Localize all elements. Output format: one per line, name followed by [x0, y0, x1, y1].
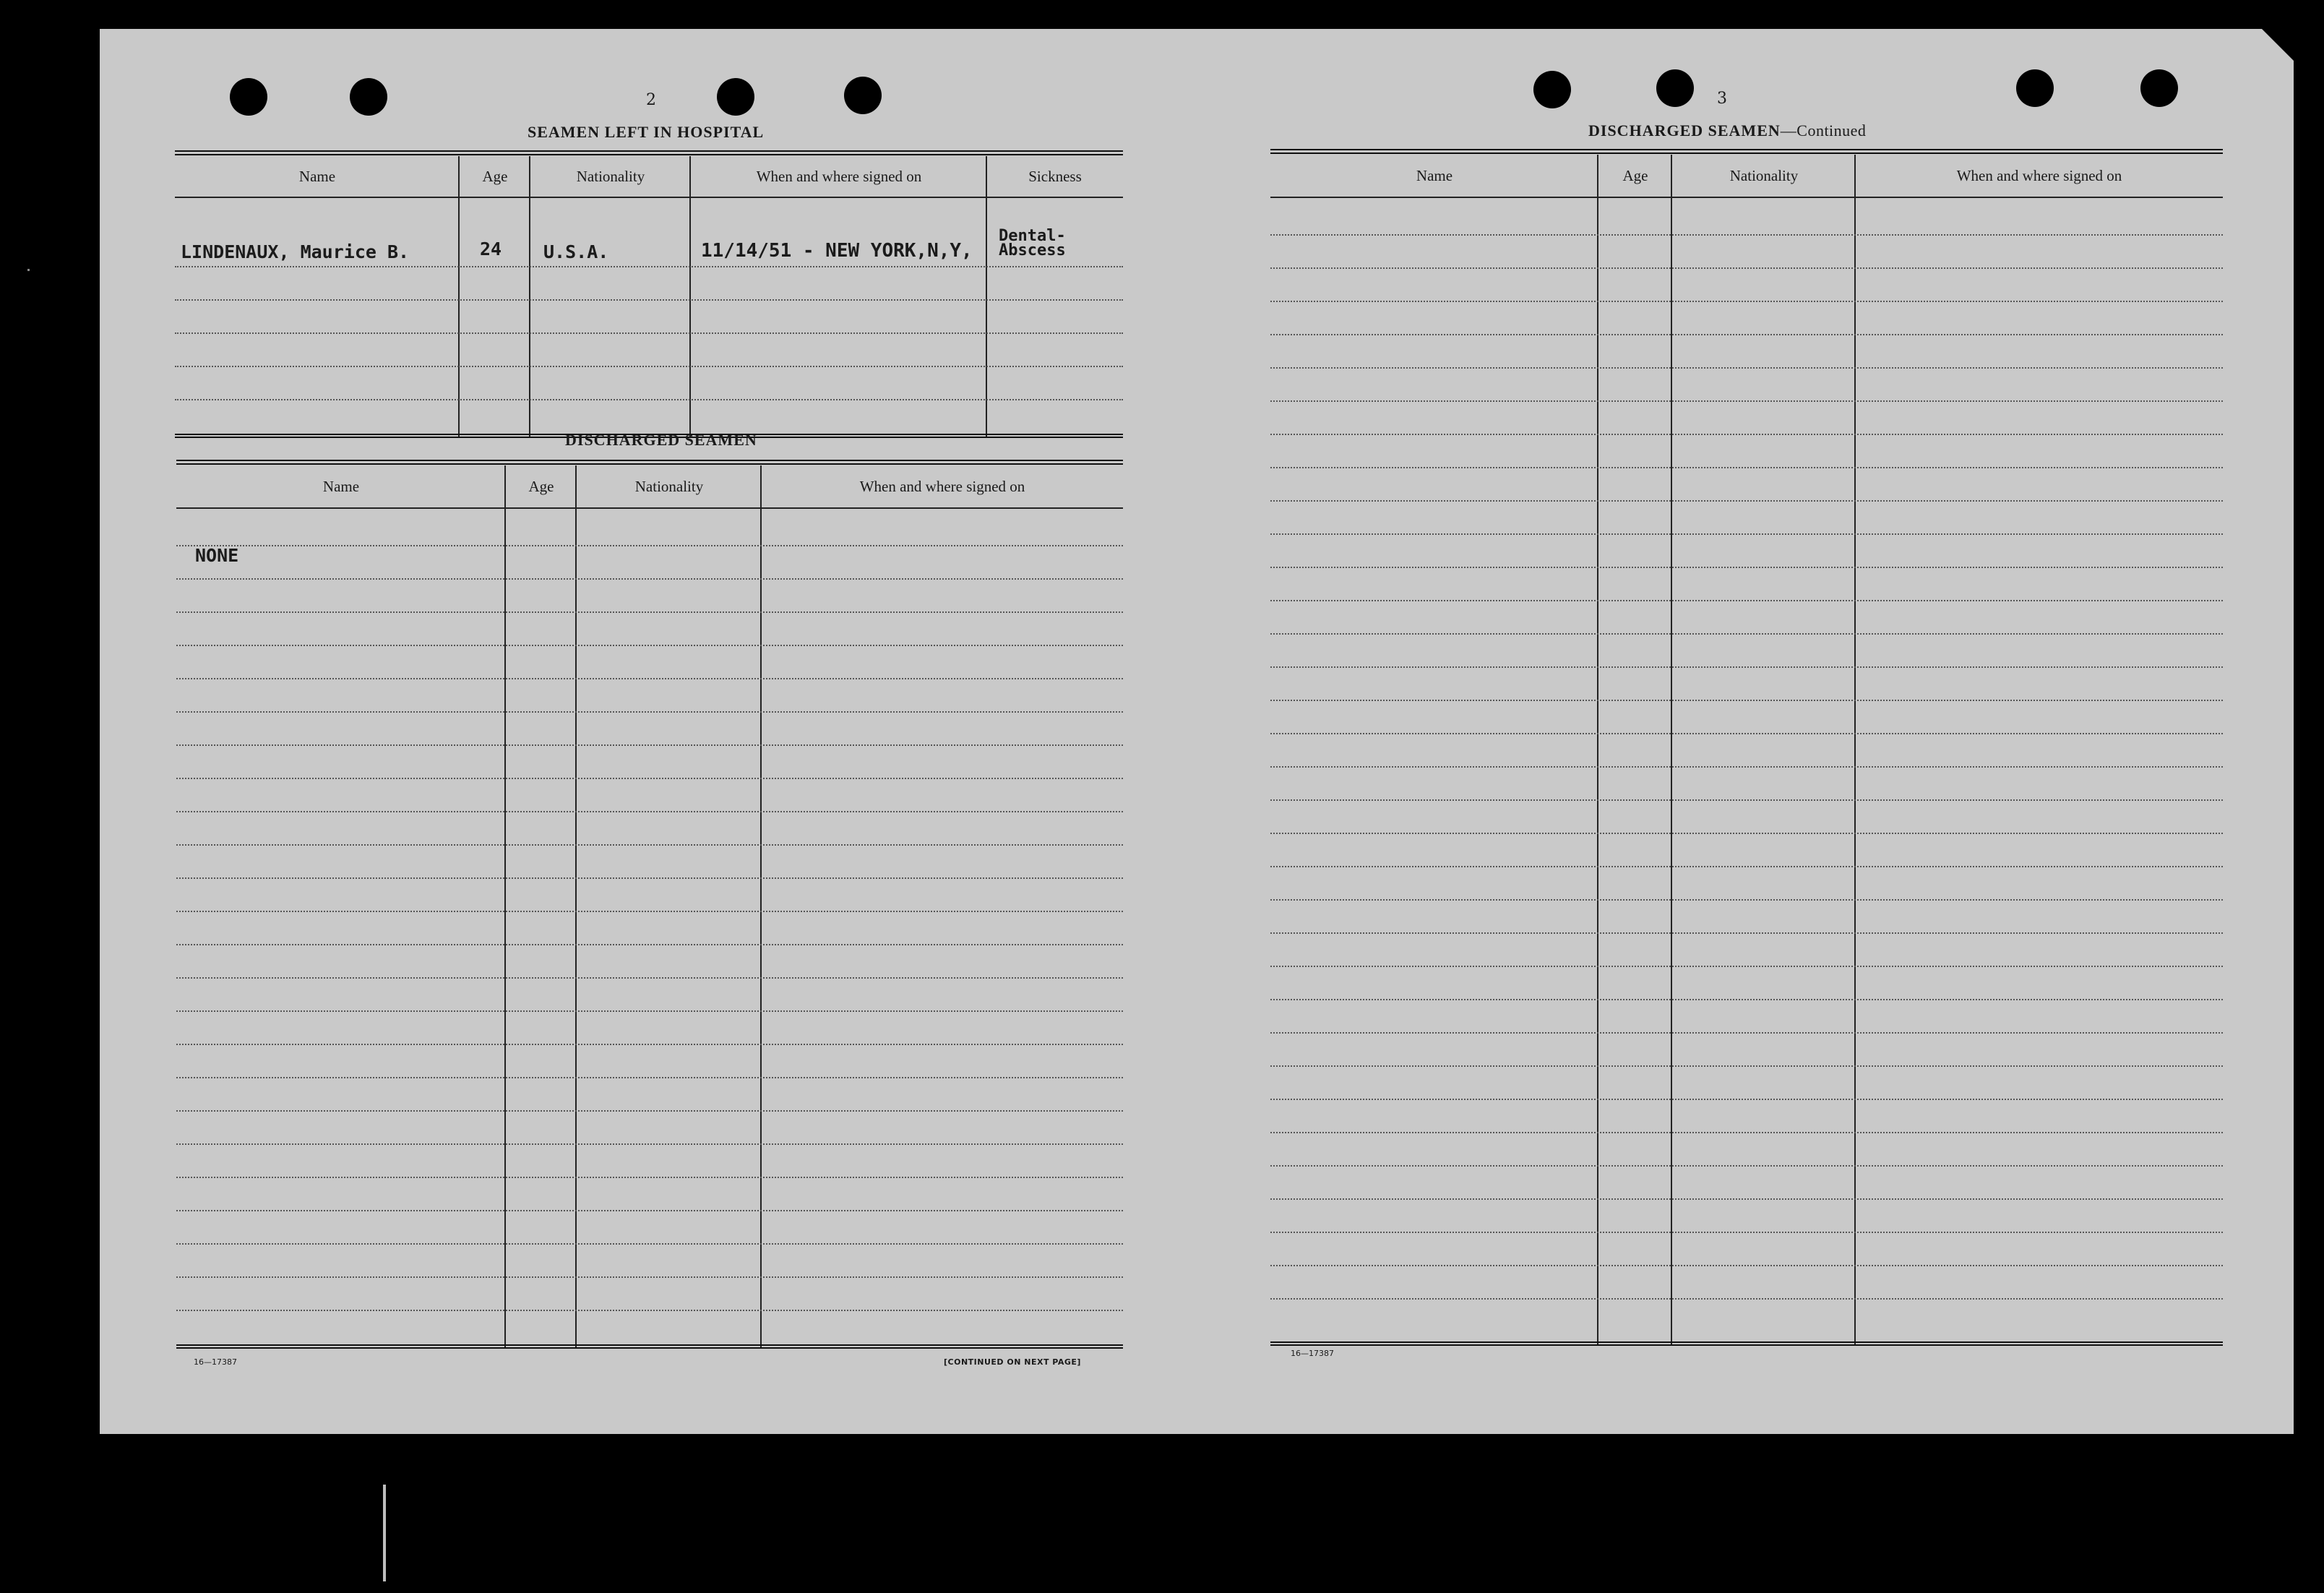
row-line	[1270, 700, 2223, 701]
discharged-continued-title	[1588, 121, 1866, 140]
hospital-entry-signed-on: 11/14/51 - NEW YORK,N,Y,	[701, 240, 973, 262]
row-line	[1270, 434, 2223, 435]
row-line	[176, 578, 1123, 580]
row-line	[1270, 1165, 2223, 1167]
table-header	[175, 156, 1123, 198]
table-header	[1270, 155, 2223, 198]
row-line	[176, 911, 1123, 912]
column-divider	[458, 156, 460, 438]
row-line	[176, 1310, 1123, 1311]
section-title-suffix: —Continued	[1780, 121, 1867, 139]
row-line	[176, 877, 1123, 879]
column-divider	[529, 156, 530, 438]
hospital-entry-age: 24	[480, 239, 502, 259]
discharged-table	[176, 460, 1123, 1350]
scan-artifact	[383, 1485, 386, 1581]
column-divider	[760, 465, 762, 1349]
column-divider	[575, 465, 577, 1349]
row-line	[1270, 833, 2223, 834]
row-line	[175, 366, 1123, 367]
row-line	[1270, 733, 2223, 734]
header-name: Name	[322, 477, 360, 495]
row-line	[176, 778, 1123, 779]
hospital-table	[175, 150, 1123, 439]
row-line	[176, 1077, 1123, 1078]
row-line	[1270, 1065, 2223, 1067]
row-line	[1270, 400, 2223, 402]
header-age: Age	[528, 477, 554, 495]
form-number: 16—17387	[1291, 1349, 1334, 1358]
row-line	[1270, 467, 2223, 468]
row-line	[1270, 932, 2223, 934]
row-line	[175, 399, 1123, 400]
row-line	[1270, 766, 2223, 768]
header-sickness: Sickness	[1028, 167, 1082, 185]
row-line	[176, 1110, 1123, 1112]
row-line	[175, 332, 1123, 334]
row-line	[1270, 1099, 2223, 1100]
row-line	[176, 1010, 1123, 1012]
row-line	[1270, 1298, 2223, 1300]
header-name: Name	[1416, 166, 1453, 184]
header-signed-on: When and where signed on	[1956, 166, 2122, 184]
row-line	[1270, 301, 2223, 302]
row-line	[176, 611, 1123, 613]
row-line	[1270, 567, 2223, 568]
row-line	[1270, 1198, 2223, 1200]
row-line	[176, 645, 1123, 646]
table-top-rule	[175, 150, 1123, 155]
header-age: Age	[482, 167, 508, 185]
scan-artifact	[27, 269, 30, 271]
row-line	[1270, 367, 2223, 369]
form-sheet	[100, 29, 2294, 1434]
row-line	[1270, 533, 2223, 535]
row-line	[1270, 799, 2223, 801]
header-signed-on: When and where signed on	[859, 477, 1025, 495]
row-line	[176, 545, 1123, 546]
header-age: Age	[1622, 166, 1648, 184]
table-top-rule	[1270, 149, 2223, 154]
page-number: 2	[646, 91, 656, 109]
row-line	[1270, 1132, 2223, 1133]
table-bottom-rule	[1270, 1341, 2223, 1346]
row-line	[1270, 500, 2223, 502]
right-page	[1198, 29, 2294, 1434]
hospital-entry-sickness-line2: Abscess	[999, 241, 1066, 259]
header-nationality: Nationality	[576, 167, 645, 185]
row-line	[176, 678, 1123, 679]
row-line	[176, 844, 1123, 846]
row-line	[1270, 600, 2223, 601]
row-line	[176, 1177, 1123, 1178]
continued-note: [CONTINUED ON NEXT PAGE]	[944, 1357, 1081, 1367]
hospital-section-title: SEAMEN LEFT IN HOSPITAL	[528, 123, 765, 141]
hospital-entry-sickness-line1: Dental-	[999, 227, 1066, 245]
header-name: Name	[298, 167, 336, 185]
row-line	[175, 266, 1123, 267]
header-nationality: Nationality	[634, 477, 704, 495]
column-divider	[504, 465, 506, 1349]
row-line	[1270, 866, 2223, 867]
row-line	[175, 299, 1123, 301]
row-line	[176, 1210, 1123, 1211]
row-line	[176, 711, 1123, 713]
column-divider	[986, 156, 987, 438]
form-number: 16—17387	[194, 1357, 237, 1367]
row-line	[1270, 1032, 2223, 1034]
table-top-rule	[176, 460, 1123, 465]
row-line	[176, 1276, 1123, 1278]
discharged-continued-table	[1270, 149, 2223, 1349]
discharged-entry-name: NONE	[195, 545, 239, 566]
left-page	[100, 29, 1198, 1434]
header-nationality: Nationality	[1729, 166, 1799, 184]
row-line	[176, 811, 1123, 812]
row-line	[176, 1143, 1123, 1145]
row-line	[1270, 1265, 2223, 1266]
row-line	[1270, 899, 2223, 901]
table-bottom-rule	[176, 1344, 1123, 1349]
row-line	[1270, 234, 2223, 236]
row-line	[1270, 267, 2223, 269]
row-line	[176, 977, 1123, 979]
row-line	[1270, 666, 2223, 668]
row-line	[176, 1243, 1123, 1245]
row-line	[1270, 633, 2223, 635]
header-signed-on: When and where signed on	[756, 167, 922, 185]
row-line	[176, 744, 1123, 746]
page-number: 3	[1717, 90, 1727, 108]
discharged-section-title: DISCHARGED SEAMEN	[565, 431, 757, 449]
row-line	[1270, 966, 2223, 967]
section-title-main: DISCHARGED SEAMEN	[1588, 121, 1781, 139]
column-divider	[689, 156, 691, 438]
row-line	[176, 944, 1123, 945]
row-line	[1270, 1232, 2223, 1233]
table-header	[176, 465, 1123, 509]
row-line	[1270, 334, 2223, 335]
row-line	[1270, 999, 2223, 1000]
hospital-entry-name: LINDENAUX, Maurice B.	[181, 241, 410, 262]
hospital-entry-nationality: U.S.A.	[543, 241, 609, 262]
row-line	[176, 1044, 1123, 1045]
